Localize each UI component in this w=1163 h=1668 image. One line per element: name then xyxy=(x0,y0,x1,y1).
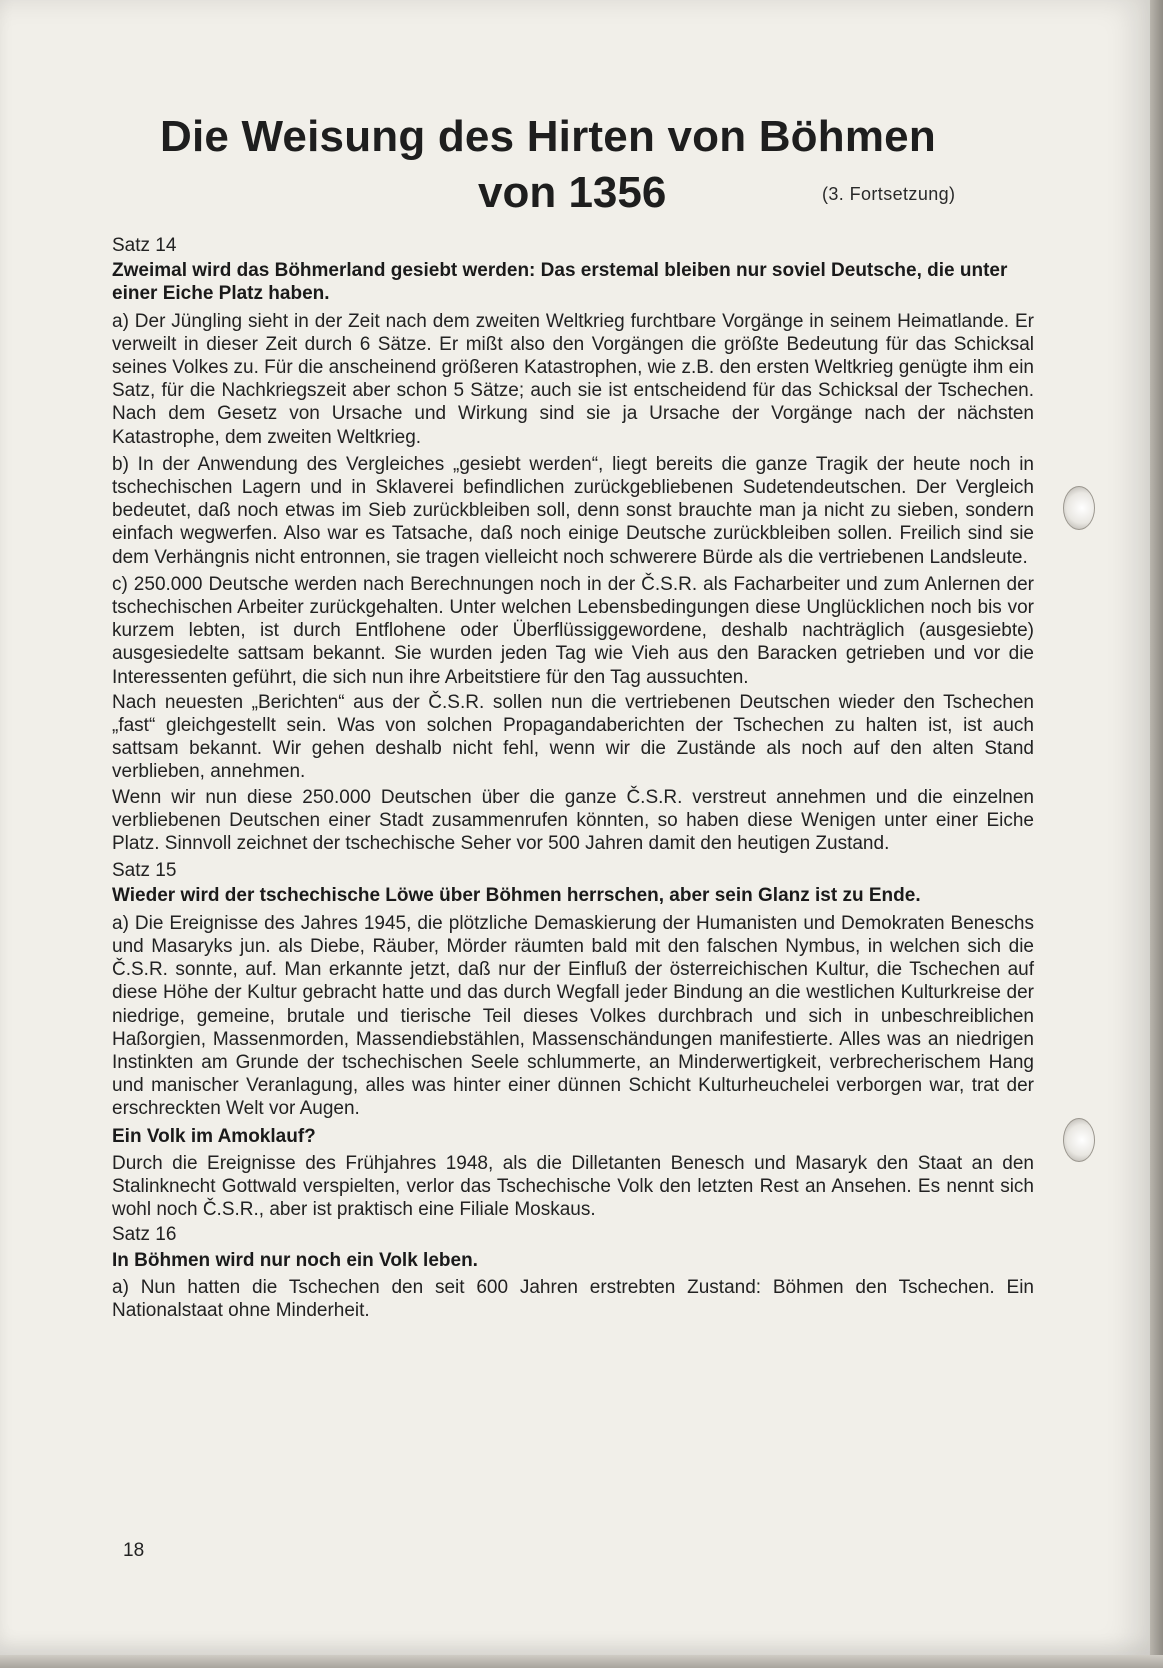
satz-14-paragraph-c2: Nach neuesten „Berichten“ aus der Č.S.R. sollen nun die vertriebenen Deutschen wieder den Tschechen „fast“ gleichgestellt sein. Was von solchen Propagandaberichten der Tschechen zu halten ist, ist auch sattsam bekannt. Wir gehen deshalb nicht fehl, wenn wir die Zustände als noch auf den alten Stand verblieben, annehmen. xyxy=(112,691,1034,783)
satz-14-paragraph-b: b) In der Anwendung des Vergleiches „gesiebt werden“, liegt bereits die ganze Tragik der heute noch in tschechischen Lagern und in Sklaverei befindlichen zurückgebliebenen Sudetendeutschen. Der Vergleich bedeutet, daß noch etwas im Sieb zurückbleiben soll, denn sonst brauchte man ja nicht zu sieben, sondern einfach wegwerfen. Also war es Tatsache, daß noch einige Deutsche zurückbleiben sollen. Freilich sind sie dem Verhängnis nicht entronnen, sie tragen vielleicht noch schwerere Bürde als die vertriebenen Landsleute. xyxy=(112,453,1034,568)
page-number: 18 xyxy=(123,1540,145,1561)
satz-16-heading: In Böhmen wird nur noch ein Volk leben. xyxy=(112,1249,478,1271)
binding-edge xyxy=(1150,0,1163,1668)
satz-15-heading: Wieder wird der tschechische Löwe über Böhmen herrschen, aber sein Glanz ist zu Ende. xyxy=(112,885,921,907)
satz-14-label: Satz 14 xyxy=(112,235,177,256)
page-subtitle: (3. Fortsetzung) xyxy=(822,184,956,204)
page-title-year: von 1356 xyxy=(478,168,667,217)
punch-hole-upper xyxy=(1063,486,1095,530)
page-bottom-edge xyxy=(0,1655,1163,1668)
page-title: Die Weisung des Hirten von Böhmen xyxy=(160,112,936,161)
article-body xyxy=(112,234,1034,1324)
satz-15-label: Satz 15 xyxy=(112,860,177,882)
satz-14-paragraph-c: c) 250.000 Deutsche werden nach Berechnungen noch in der Č.S.R. als Facharbeiter und zum Anlernen der tschechischen Arbeiter zurückgehalten. Unter welchen Lebensbedingungen diese Unglücklichen noch bis vor kurzem lebten, ist durch Entflohene oder Überflüssiggewordene, deshalb nachträglich (ausgesiebte) ausgesiedelte sattsam bekannt. Sie wurden jeden Tag wie Vieh aus den Baracken getrieben und vor die Interessenten geführt, die sich nun ihre Arbeitstiere für den Tag aussuchten. xyxy=(112,573,1034,688)
satz-14-paragraph-c3: Wenn wir nun diese 250.000 Deutschen über die ganze Č.S.R. verstreut annehmen und die einzelnen verbliebenen Deutschen einer Stadt zusammenrufen könnten, so haben diese Wenigen unter einer Eiche Platz. Sinnvoll zeichnet der tschechische Seher vor 500 Jahren damit den heutigen Zustand. xyxy=(112,786,1034,855)
satz-15-paragraph-a: a) Die Ereignisse des Jahres 1945, die plötzliche Demaskierung der Humanisten und Demokraten Beneschs und Masaryks jun. als Diebe, Räuber, Mörder räumten bald mit den falschen Nymbus, in welchen sich die Č.S.R. sonnte, auf. Man erkannte jetzt, daß nur der Einfluß der österreichischen Kultur, die Tschechen auf diese Höhe der Kultur gebracht hatte und das durch Wegfall jeder Bindung an die westlichen Kulturkreise der niedrige, gemeine, brutale und tierische Teil dieses Volkes durchbrach und sich in unbeschreiblichen Haßorgien, Massenmorden, Massendiebstählen, Massenschändungen manifestierte. Alles was an niedrigen Instinkten am Grunde der tschechischen Seele schlummerte, an Minderwertigkeit, verbrecherischem Hang und manischer Veranlagung, alles was hinter einer dünnen Schicht Kulturheuchelei verborgen war, trat der erschreckten Welt vor Augen. xyxy=(112,912,1034,1120)
punch-hole-lower xyxy=(1063,1118,1095,1162)
satz-16-label: Satz 16 xyxy=(112,1224,177,1246)
satz-15-subheading: Ein Volk im Amoklauf? xyxy=(112,1125,316,1147)
satz-14-paragraph-a: a) Der Jüngling sieht in der Zeit nach dem zweiten Weltkrieg furchtbare Vorgänge in seinem Heimatlande. Er verweilt in dieser Zeit durch 6 Sätze. Er mißt also den Vorgängen die größte Bedeutung für das Schicksal seines Volkes zu. Für die anscheinend größeren Katastrophen, wie z.B. den ersten Weltkrieg genügte ihm ein Satz, für die Nachkriegszeit aber schon 5 Sätze; auch sie ist entscheidend für das Schicksal der Tschechen. Nach dem Gesetz von Ursache und Wirkung sind sie ja Ursache der Vorgänge nach der nächsten Katastrophe, dem zweiten Weltkrieg. xyxy=(112,310,1034,448)
satz-16-paragraph-a: a) Nun hatten die Tschechen den seit 600 Jahren erstrebten Zustand: Böhmen den Tschechen. Ein Nationalstaat ohne Minderheit. xyxy=(112,1276,1034,1321)
satz-15-paragraph-b: Durch die Ereignisse des Frühjahres 1948, als die Dilletanten Benesch und Masaryk den Staat an den Stalinknecht Gottwald verspielten, verlor das Tschechische Volk den letzten Rest an Ansehen. Es nennt sich wohl noch Č.S.R., aber ist praktisch eine Filiale Moskaus. xyxy=(112,1152,1034,1221)
satz-14-heading: Zweimal wird das Böhmerland gesiebt werden: Das erstemal bleiben nur soviel Deutsche, die unter einer Eiche Platz haben. xyxy=(112,260,1008,305)
